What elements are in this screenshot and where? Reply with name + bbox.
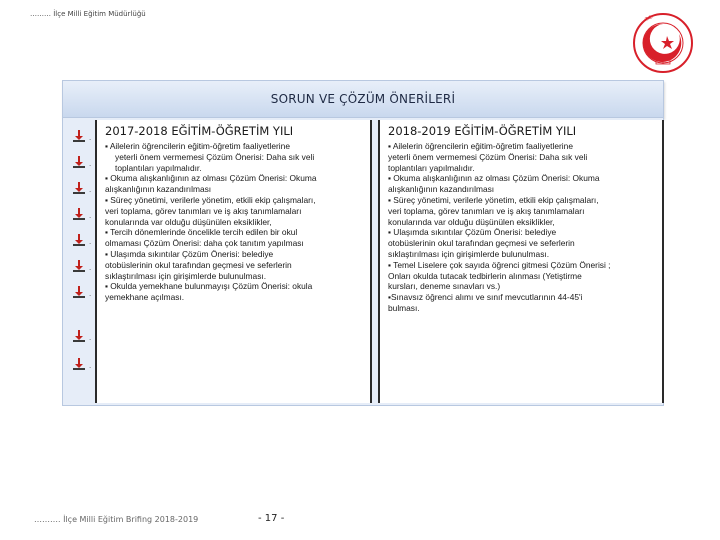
arrow-bullet-icon xyxy=(72,182,94,194)
page-number: - 17 - xyxy=(258,513,285,524)
text-line: yemekhane açılması. xyxy=(105,292,185,303)
arrow-bullet-icon xyxy=(72,130,94,142)
text-line: bulması. xyxy=(388,302,420,313)
bullet-mark: . xyxy=(89,334,92,342)
text-line: konularında var olduğu düşünülen eksiklikler, xyxy=(105,216,272,227)
text-line: ▪ Ailelerin öğrencilerin eğitim-öğretim faaliyetlerine xyxy=(388,141,573,151)
text-line: ▪ Ailelerin öğrencilerin eğitim-öğretim faaliyetlerine xyxy=(105,141,290,151)
text-line: Onları okulda tutacak tedbirlerin alınması (Yetiştirme xyxy=(388,270,582,281)
text-line: olmaması Çözüm Önerisi: daha çok tanıtım yapılması xyxy=(105,238,304,249)
text-line: sıklaştırılması için girişimlerde bulunulması. xyxy=(388,248,550,259)
text-line: ▪ Süreç yönetimi, verilerle yönetim, etkili ekip çalışmaları, xyxy=(388,194,599,205)
text-line: ▪ Ulaşımda sıkıntılar Çözüm Önerisi: belediye xyxy=(388,227,557,238)
column-title: 2018-2019 EĞİTİM-ÖĞRETİM YILI xyxy=(388,124,577,138)
text-line: ▪ Okuma alışkanlığının az olması Çözüm Önerisi: Okuma xyxy=(388,173,600,184)
bullet-mark: . xyxy=(89,290,92,298)
text-line: kursları, deneme sınavları vs.) xyxy=(388,281,501,292)
column-body xyxy=(380,138,662,314)
text-line: ▪ Okulda yemekhane bulunmayışı Çözüm Önerisi: okula xyxy=(105,281,313,292)
arrow-bullet-icon xyxy=(72,260,94,272)
arrow-bullet-icon xyxy=(72,330,94,342)
text-line: yeterli önem vermemesi Çözüm Önerisi: Daha sık veli xyxy=(388,151,588,162)
bullet-column xyxy=(72,126,96,376)
bullet-mark: . xyxy=(89,186,92,194)
arrow-bullet-icon xyxy=(72,358,94,370)
text-line: sıklaştırılması için girişimlerde bulunulması. xyxy=(105,270,267,281)
text-line: otobüslerinin okul tarafından geçmesi ve seferlerin xyxy=(388,238,575,249)
bullet-mark: . xyxy=(89,362,92,370)
column-body xyxy=(97,138,370,303)
text-line: ▪ Süreç yönetimi, verilerle yönetim, etkili ekip çalışmaları, xyxy=(105,194,316,205)
text-line: ▪ Ulaşımda sıkıntılar Çözüm Önerisi: belediye xyxy=(105,248,274,259)
svg-text:T.C.: T.C. xyxy=(644,14,655,23)
bullet-mark: . xyxy=(89,238,92,246)
arrow-bullet-icon xyxy=(72,208,94,220)
ministry-logo-icon xyxy=(632,12,694,74)
text-line: alışkanlığının kazandırılması xyxy=(105,184,212,195)
text-line: ▪ Okuma alışkanlığının az olması Çözüm Önerisi: Okuma xyxy=(105,173,317,184)
title-band xyxy=(62,80,664,118)
text-line: ▪ Tercih dönemlerinde öncelikle tercih edilen bir okul xyxy=(105,227,298,238)
bullet-mark: . xyxy=(89,134,92,142)
text-line: yeterli önem vermemesi Çözüm Önerisi: Daha sık veli xyxy=(115,151,315,162)
text-line: ▪ Temel Liselere çok sayıda öğrenci gitmesi Çözüm Önerisi ; xyxy=(388,259,611,270)
column-title: 2017-2018 EĞİTİM-ÖĞRETİM YILI xyxy=(105,124,294,138)
arrow-bullet-icon xyxy=(72,234,94,246)
text-line: konularında var olduğu düşünülen eksiklikler, xyxy=(388,216,555,227)
bullet-mark: . xyxy=(89,212,92,220)
footer-text: ………. İlçe Milli Eğitim Brifing 2018-2019 xyxy=(34,515,199,524)
text-line: otobüslerinin okul tarafından geçmesi ve seferlerin xyxy=(105,259,292,270)
text-line: veri toplama, görev tanımları ve iş akış tanımlamaları xyxy=(105,205,302,216)
bullet-mark: . xyxy=(89,264,92,272)
text-line: alışkanlığının kazandırılması xyxy=(388,184,495,195)
text-line: toplantıları yapılmalıdır. xyxy=(388,162,475,173)
text-line: toplantıları yapılmalıdır. xyxy=(115,162,202,173)
text-line: veri toplama, görev tanımları ve iş akış tanımlamaları xyxy=(388,205,585,216)
bullet-mark: . xyxy=(89,160,92,168)
column-2018-2019 xyxy=(378,120,664,403)
column-2017-2018 xyxy=(95,120,372,403)
page-title: SORUN VE ÇÖZÜM ÖNERİLERİ xyxy=(270,92,456,106)
arrow-bullet-icon xyxy=(72,286,94,298)
arrow-bullet-icon xyxy=(72,156,94,168)
text-line: ▪Sınavsız öğrenci alımı ve sınıf mevcutlarının 44-45'i xyxy=(388,292,583,303)
header-text: ……… İlçe Milli Eğitim Müdürlüğü xyxy=(30,10,146,18)
